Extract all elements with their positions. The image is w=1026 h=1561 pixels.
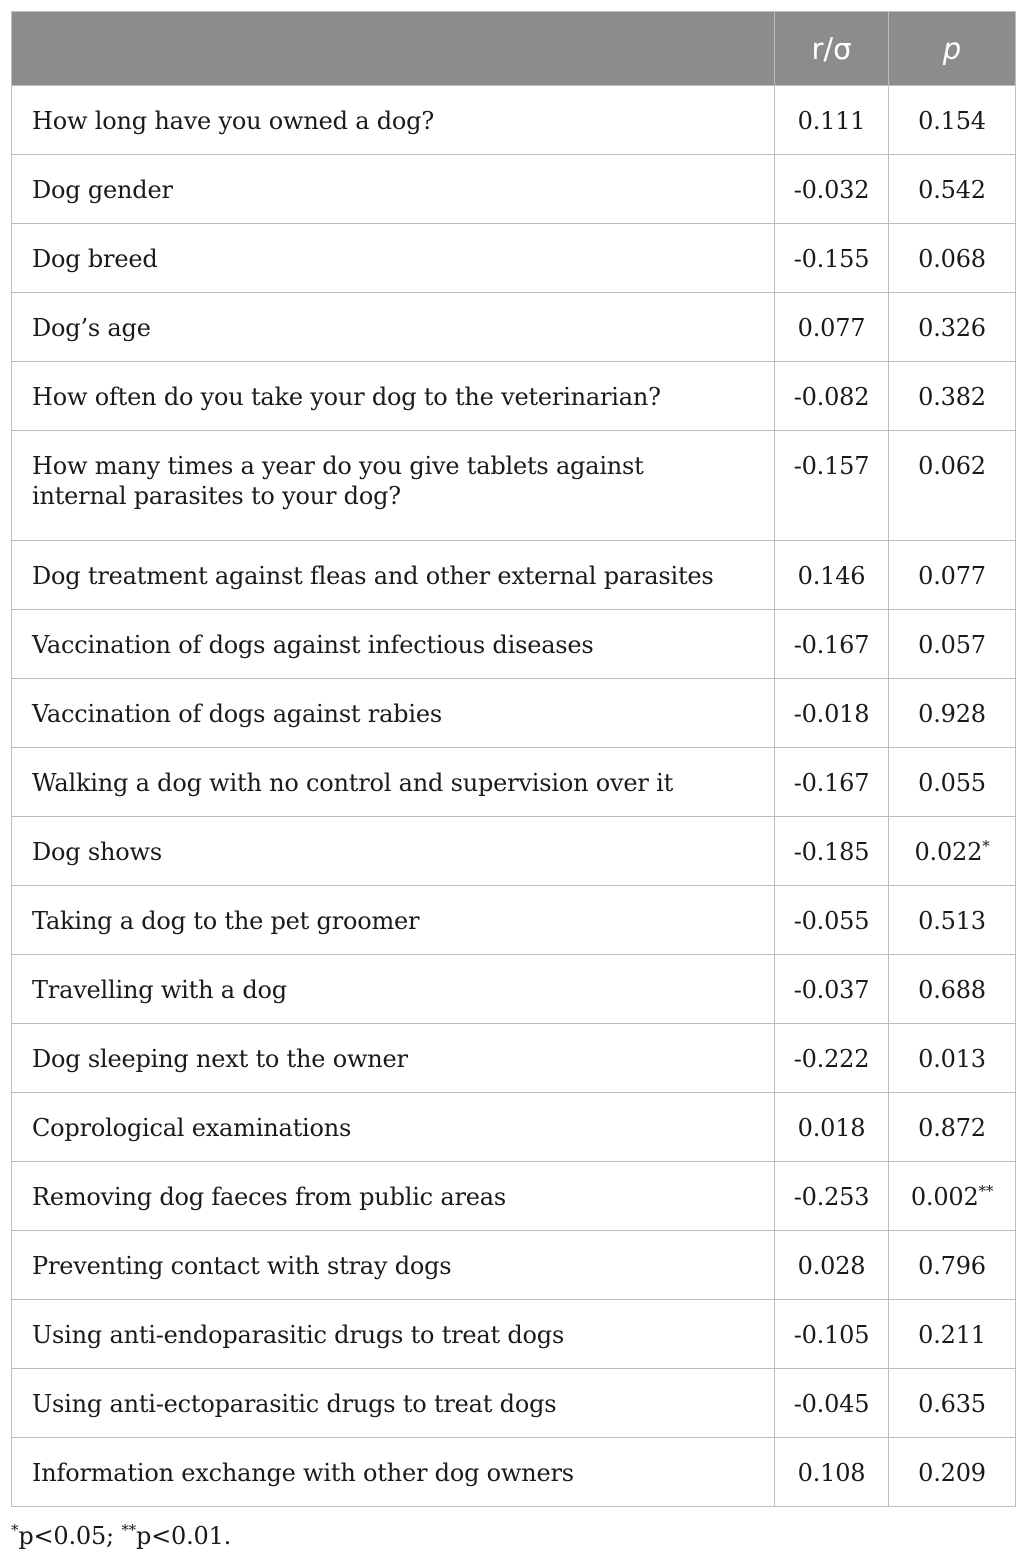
- row-p-value: 0.211: [918, 1321, 986, 1349]
- row-r-value: -0.253: [775, 1162, 889, 1231]
- row-p-value: 0.688: [918, 976, 986, 1004]
- row-p-cell: [889, 1093, 1016, 1162]
- header-row: [12, 12, 1016, 86]
- row-question: Dog breed: [12, 224, 775, 293]
- correlation-table-container: [11, 11, 1015, 1507]
- row-p-cell: [889, 541, 1016, 610]
- row-p-cell: [889, 86, 1016, 155]
- footnote-mark-single: *: [11, 1521, 19, 1539]
- row-p-value: 0.013: [918, 1045, 986, 1073]
- footnote-text-single: p<0.05;: [18, 1522, 122, 1550]
- row-r-value: -0.185: [775, 817, 889, 886]
- table-row: [12, 610, 1016, 679]
- table-footnote: [11, 1522, 231, 1550]
- row-question: Dog shows: [12, 817, 775, 886]
- row-p-value: 0.068: [918, 245, 986, 273]
- row-p-value: 0.796: [918, 1252, 986, 1280]
- row-r-value: 0.146: [775, 541, 889, 610]
- table-row: [12, 362, 1016, 431]
- row-p-cell: [889, 1438, 1016, 1507]
- row-p-cell: [889, 748, 1016, 817]
- row-question: Information exchange with other dog owners: [12, 1438, 775, 1507]
- row-p-value: 0.382: [918, 383, 986, 411]
- row-question: Dog sleeping next to the owner: [12, 1024, 775, 1093]
- row-p-cell: [889, 431, 1016, 541]
- row-question: Dog treatment against fleas and other external parasites: [12, 541, 775, 610]
- table-row: [12, 1438, 1016, 1507]
- row-p-cell: [889, 955, 1016, 1024]
- row-question: Dog’s age: [12, 293, 775, 362]
- row-r-value: -0.018: [775, 679, 889, 748]
- row-p-value: 0.154: [918, 107, 986, 135]
- row-r-value: -0.167: [775, 748, 889, 817]
- row-question: Preventing contact with stray dogs: [12, 1231, 775, 1300]
- table-row: [12, 155, 1016, 224]
- row-p-value: 0.542: [918, 176, 986, 204]
- row-r-value: -0.222: [775, 1024, 889, 1093]
- row-p-value: 0.872: [918, 1114, 986, 1142]
- row-p-cell: [889, 1369, 1016, 1438]
- row-r-value: 0.111: [775, 86, 889, 155]
- table-row: [12, 1024, 1016, 1093]
- table-row: [12, 1369, 1016, 1438]
- row-question: Travelling with a dog: [12, 955, 775, 1024]
- table-body: [12, 86, 1016, 1507]
- row-r-value: -0.082: [775, 362, 889, 431]
- row-question: Dog gender: [12, 155, 775, 224]
- table-row: [12, 955, 1016, 1024]
- header-p-value: p: [889, 12, 1016, 86]
- row-question: How many times a year do you give tablets against internal parasites to your dog?: [12, 431, 775, 541]
- row-p-cell: [889, 1300, 1016, 1369]
- row-p-cell: [889, 1162, 1016, 1231]
- row-r-value: -0.045: [775, 1369, 889, 1438]
- row-question: Taking a dog to the pet groomer: [12, 886, 775, 955]
- table-header: [12, 12, 1016, 86]
- row-p-cell: [889, 886, 1016, 955]
- row-question: Vaccination of dogs against infectious diseases: [12, 610, 775, 679]
- row-significance-mark: **: [978, 1182, 994, 1200]
- footnote-mark-double: **: [121, 1521, 136, 1539]
- row-r-value: -0.032: [775, 155, 889, 224]
- row-p-value: 0.077: [918, 562, 986, 590]
- row-p-value: 0.057: [918, 631, 986, 659]
- row-p-cell: [889, 1024, 1016, 1093]
- row-r-value: 0.018: [775, 1093, 889, 1162]
- table-row: [12, 293, 1016, 362]
- row-r-value: -0.167: [775, 610, 889, 679]
- header-question: [12, 12, 775, 86]
- footnote-text-double: p<0.01.: [135, 1522, 232, 1550]
- table-row: [12, 224, 1016, 293]
- row-p-cell: [889, 155, 1016, 224]
- row-question: Removing dog faeces from public areas: [12, 1162, 775, 1231]
- header-r-sigma: r/σ: [775, 12, 889, 86]
- table-row: [12, 1162, 1016, 1231]
- row-question: Using anti-ectoparasitic drugs to treat dogs: [12, 1369, 775, 1438]
- correlation-table: [11, 11, 1016, 1507]
- row-p-value: 0.002: [910, 1183, 979, 1211]
- row-r-value: -0.157: [775, 431, 889, 541]
- row-p-cell: [889, 362, 1016, 431]
- row-r-value: -0.055: [775, 886, 889, 955]
- row-p-cell: [889, 293, 1016, 362]
- table-row: [12, 431, 1016, 541]
- row-p-cell: [889, 610, 1016, 679]
- row-significance-mark: *: [982, 837, 990, 855]
- row-p-value: 0.209: [918, 1459, 986, 1487]
- row-r-value: -0.155: [775, 224, 889, 293]
- row-r-value: -0.037: [775, 955, 889, 1024]
- row-p-value: 0.055: [918, 769, 986, 797]
- row-p-cell: [889, 679, 1016, 748]
- row-p-value: 0.326: [918, 314, 986, 342]
- table-row: [12, 748, 1016, 817]
- table-row: [12, 1093, 1016, 1162]
- row-question: Walking a dog with no control and supervision over it: [12, 748, 775, 817]
- row-p-value: 0.928: [918, 700, 986, 728]
- row-p-value: 0.635: [918, 1390, 986, 1418]
- row-p-value: 0.513: [918, 907, 986, 935]
- row-p-value: 0.062: [918, 452, 986, 480]
- table-row: [12, 86, 1016, 155]
- row-r-value: -0.105: [775, 1300, 889, 1369]
- row-r-value: 0.077: [775, 293, 889, 362]
- row-question: Vaccination of dogs against rabies: [12, 679, 775, 748]
- table-row: [12, 886, 1016, 955]
- row-question: How often do you take your dog to the veterinarian?: [12, 362, 775, 431]
- table-row: [12, 817, 1016, 886]
- row-r-value: 0.028: [775, 1231, 889, 1300]
- table-row: [12, 1300, 1016, 1369]
- row-question: Coprological examinations: [12, 1093, 775, 1162]
- row-question: How long have you owned a dog?: [12, 86, 775, 155]
- table-row: [12, 679, 1016, 748]
- row-p-cell: [889, 817, 1016, 886]
- row-question: Using anti-endoparasitic drugs to treat dogs: [12, 1300, 775, 1369]
- row-p-value: 0.022: [914, 838, 983, 866]
- row-p-cell: [889, 1231, 1016, 1300]
- table-row: [12, 541, 1016, 610]
- table-row: [12, 1231, 1016, 1300]
- row-p-cell: [889, 224, 1016, 293]
- row-r-value: 0.108: [775, 1438, 889, 1507]
